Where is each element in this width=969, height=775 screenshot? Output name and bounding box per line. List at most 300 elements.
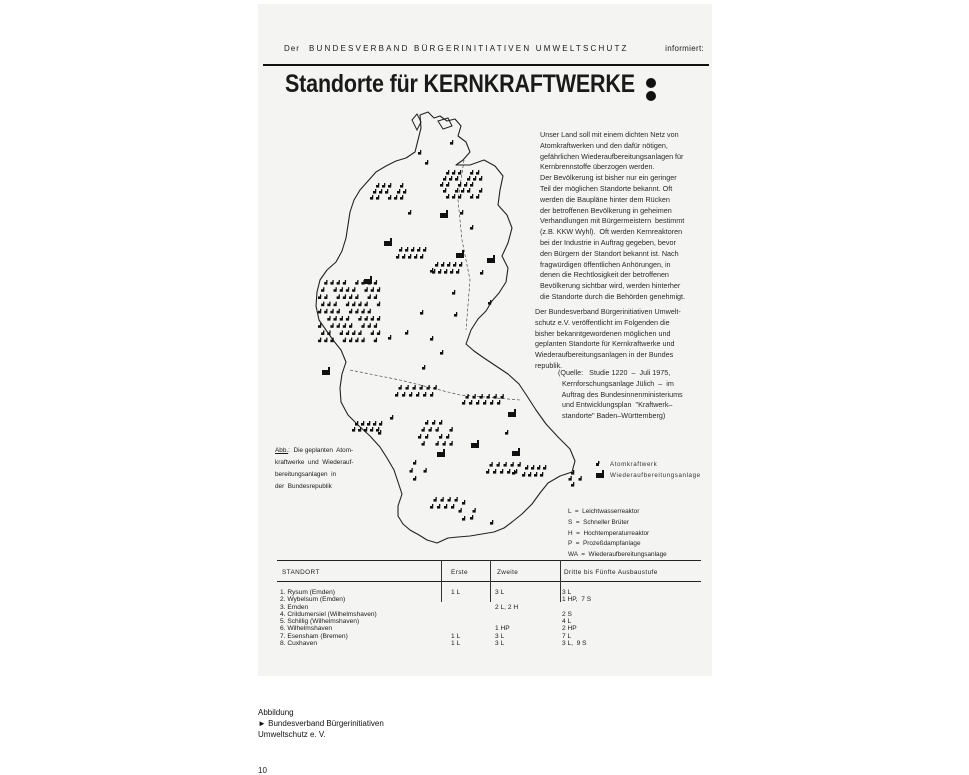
nuclear-plant-icon: [462, 500, 465, 505]
nuclear-plant-icon: [349, 338, 352, 343]
nuclear-plant-icon: [436, 441, 439, 446]
nuclear-plant-icon: [446, 434, 449, 439]
nuclear-plant-icon: [334, 287, 337, 292]
nuclear-plant-icon: [343, 323, 346, 328]
intro-line: Der Bevölkerung ist bisher nur ein geringer: [540, 173, 677, 183]
intro-line: (z.B. KKW Wyhl). Oft werden Kernreaktoren: [540, 227, 683, 237]
source-line: Auftrag des Bundesinnenministeriums: [558, 389, 683, 399]
nuclear-plant-icon: [420, 310, 423, 315]
nuclear-plant-icon: [324, 338, 327, 343]
nuclear-plant-icon: [479, 176, 482, 181]
nuclear-plant-icon: [423, 392, 426, 397]
map-caption: Abb.: Die geplanten Atom- kraftwerke und Wiederauf- bereitungsanlagen in der Bundesrepublik: [275, 447, 354, 490]
nuclear-plant-icon: [444, 504, 447, 509]
nuclear-plant-icon: [494, 394, 497, 399]
nuclear-plant-icon: [352, 287, 355, 292]
nuclear-plant-icon: [346, 330, 349, 335]
table-header-second: Zweite: [497, 569, 519, 576]
nuclear-plant-icon: [330, 280, 333, 285]
nuclear-plant-icon: [371, 330, 374, 335]
nuclear-plant-icon: [355, 338, 358, 343]
nuclear-plant-icon: [476, 170, 479, 175]
source-line: (Quelle: Studie 1220 – Juli 1975,: [558, 368, 671, 377]
nuclear-plant-icon: [452, 290, 455, 295]
nuclear-plant-icon: [462, 400, 465, 405]
nuclear-plant-icon: [324, 309, 327, 314]
reprocessing-plant-icon: [487, 255, 495, 263]
header-prefix: Der: [284, 44, 300, 53]
nuclear-plant-icon: [455, 497, 458, 502]
nuclear-plant-icon: [512, 470, 515, 475]
nuclear-plant-icon: [337, 294, 340, 299]
nuclear-plant-icon: [470, 194, 473, 199]
nuclear-plant-icon: [379, 421, 382, 426]
table-header-first: Erste: [451, 569, 468, 576]
intro-line: den Bürgern der Standort bekannt ist. Nach: [540, 248, 679, 258]
abbreviation-item: H = Hochtemperaturreaktor: [568, 529, 650, 537]
nuclear-plant-icon: [439, 420, 442, 425]
nuclear-plant-icon: [455, 188, 458, 193]
nuclear-plant-icon: [408, 210, 411, 215]
nuclear-plant-icon: [358, 330, 361, 335]
nuclear-plant-icon: [355, 309, 358, 314]
nuclear-plant-icon: [411, 247, 414, 252]
nuclear-plant-icon: [458, 170, 461, 175]
nuclear-plant-icon: [448, 497, 451, 502]
nuclear-plant-icon: [397, 189, 400, 194]
map-caption-line: bereitungsanlagen in: [275, 471, 337, 478]
nuclear-plant-icon: [447, 262, 450, 267]
nuclear-plant-icon: [452, 170, 455, 175]
nuclear-plant-icon: [358, 427, 361, 432]
nuclear-plant-icon: [403, 189, 406, 194]
nuclear-plant-icon: [490, 400, 493, 405]
nuclear-plant-icon: [458, 182, 461, 187]
nuclear-plant-icon: [453, 262, 456, 267]
nuclear-plant-icon: [441, 262, 444, 267]
intro-line: Bevölkerung sichtbar wird, werden hinterher: [540, 281, 681, 291]
nuclear-plant-icon: [376, 183, 379, 188]
nuclear-plant-icon: [368, 323, 371, 328]
intro-line: Teil der möglichen Standorte bekannt. Oft: [540, 183, 673, 193]
nuclear-plant-icon: [324, 280, 327, 285]
nuclear-plant-icon: [417, 247, 420, 252]
nuclear-plant-icon: [330, 309, 333, 314]
nuclear-plant-icon: [425, 420, 428, 425]
nuclear-plant-icon: [379, 189, 382, 194]
nuclear-plant-icon: [579, 476, 582, 481]
nuclear-plant-icon: [337, 309, 340, 314]
intro-line: Verhandlungen mit Bürgermeistern bestimmt: [540, 216, 685, 226]
nuclear-plant-icon: [413, 460, 416, 465]
nuclear-plant-icon: [330, 323, 333, 328]
nuclear-plant-icon: [324, 294, 327, 299]
header-suffix: informiert:: [665, 44, 704, 53]
nuclear-plant-icon: [430, 336, 433, 341]
nuclear-plant-icon: [483, 400, 486, 405]
publication-line: republik.: [535, 360, 563, 370]
nuclear-plant-icon: [525, 465, 528, 470]
figure-credit-source: ► Bundesverband Bürgerinitiativen: [258, 719, 384, 728]
nuclear-plant-icon: [368, 309, 371, 314]
publication-line: schutz e.V. veröffentlicht im Folgenden die: [535, 317, 670, 327]
nuclear-plant-icon: [346, 302, 349, 307]
nuclear-plant-icon: [443, 188, 446, 193]
nuclear-plant-icon: [385, 189, 388, 194]
nuclear-plant-icon: [422, 365, 425, 370]
nuclear-plant-icon: [424, 468, 427, 473]
nuclear-plant-icon: [501, 394, 504, 399]
nuclear-plant-icon: [402, 254, 405, 259]
nuclear-plant-icon: [450, 441, 453, 446]
intro-line: die Standorte durch die Behörden genehmigt.: [540, 291, 686, 301]
nuclear-plant-icon: [596, 461, 599, 466]
nuclear-plant-icon: [400, 183, 403, 188]
reprocessing-plant-icon: [471, 440, 479, 448]
intro-line: der betroffenen Bevölkerung in geheimen: [540, 205, 672, 215]
reprocessing-plant-icon: [508, 409, 516, 417]
nuclear-plant-icon: [340, 287, 343, 292]
nuclear-plant-icon: [446, 170, 449, 175]
nuclear-plant-icon: [528, 472, 531, 477]
nuclear-plant-icon: [337, 280, 340, 285]
nuclear-plant-icon: [390, 415, 393, 420]
nuclear-plant-icon: [408, 254, 411, 259]
reprocessing-plant-icon: [437, 449, 445, 457]
nuclear-plant-icon: [343, 338, 346, 343]
nuclear-plant-icon: [361, 421, 364, 426]
nuclear-plant-icon: [318, 338, 321, 343]
nuclear-plant-icon: [413, 476, 416, 481]
nuclear-plant-icon: [399, 385, 402, 390]
nuclear-plant-icon: [400, 195, 403, 200]
nuclear-plant-icon: [531, 465, 534, 470]
nuclear-plant-icon: [371, 316, 374, 321]
reprocessing-sites: [322, 210, 520, 457]
nuclear-plant-icon: [388, 335, 391, 340]
nuclear-plant-icon: [416, 392, 419, 397]
nuclear-plant-icon: [441, 497, 444, 502]
nuclear-plant-icon: [455, 176, 458, 181]
nuclear-plant-icon: [460, 210, 463, 215]
nuclear-plant-icon: [537, 465, 540, 470]
reprocessing-plant-icon: [364, 276, 372, 284]
nuclear-plant-icon: [436, 427, 439, 432]
nuclear-plant-icon: [511, 462, 514, 467]
nuclear-plant-icon: [370, 427, 373, 432]
header-organization: BUNDESVERBAND BÜRGERINITIATIVEN UMWELTSCHUTZ: [309, 44, 629, 53]
nuclear-plant-icon: [352, 330, 355, 335]
nuclear-plant-icon: [435, 262, 438, 267]
nuclear-plant-icon: [427, 385, 430, 390]
table-header-site: STANDORT: [282, 569, 320, 576]
source-line: und Entwicklungsplan "Kraftwerk–: [558, 400, 673, 410]
nuclear-plant-icon: [420, 254, 423, 259]
nuclear-plant-icon: [405, 247, 408, 252]
nuclear-plant-icon: [377, 316, 380, 321]
nuclear-plant-icon: [410, 468, 413, 473]
nuclear-plant-icon: [334, 302, 337, 307]
nuclear-plant-icon: [464, 182, 467, 187]
nuclear-plant-icon: [355, 421, 358, 426]
nuclear-plant-icon: [497, 462, 500, 467]
nuclear-plant-icon: [507, 469, 510, 474]
nuclear-plant-icon: [355, 294, 358, 299]
nuclear-plant-icon: [418, 150, 421, 155]
nuclear-plant-icon: [569, 476, 572, 481]
nuclear-plant-icon: [473, 394, 476, 399]
nuclear-plant-icon: [377, 302, 380, 307]
table-divider: [560, 560, 561, 602]
nuclear-plant-icon: [497, 400, 500, 405]
nuclear-plant-icon: [459, 262, 462, 267]
reprocessing-plant-icon: [322, 367, 330, 375]
nuclear-plant-icon: [365, 302, 368, 307]
intro-line: bei der Industrie in Auftrag gegeben, bevor: [540, 237, 676, 247]
nuclear-plant-icon: [406, 385, 409, 390]
legend-nuclear-plant: Atomkraftwerk: [610, 461, 658, 468]
figure-credit-label: Abbildung: [258, 708, 294, 717]
nuclear-plant-icon: [376, 195, 379, 200]
nuclear-plant-icon: [361, 309, 364, 314]
abbreviation-item: WA = Wiederaufbereitungsanlage: [568, 551, 667, 559]
nuclear-plant-icon: [490, 520, 493, 525]
nuclear-plant-icon: [352, 302, 355, 307]
nuclear-plant-icon: [349, 323, 352, 328]
source-line: standorte" Baden–Württemberg): [558, 411, 666, 421]
nuclear-plant-icon: [388, 183, 391, 188]
nuclear-plant-icon: [382, 183, 385, 188]
nuclear-plant-icon: [373, 421, 376, 426]
nuclear-plant-icon: [355, 280, 358, 285]
nuclear-plant-icon: [321, 330, 324, 335]
nuclear-plant-icon: [430, 392, 433, 397]
nuclear-plant-icon: [394, 195, 397, 200]
abbreviation-item: P = Prozeßdampfanlage: [568, 540, 641, 548]
nuclear-plant-icon: [504, 462, 507, 467]
intro-line: fragwürdigen öffentlichen Anhörungen, in: [540, 259, 671, 269]
nuclear-plant-icon: [488, 300, 491, 305]
nuclear-plant-icon: [451, 504, 454, 509]
nuclear-plant-icon: [430, 268, 433, 273]
nuclear-plant-icon: [327, 316, 330, 321]
nuclear-plant-icon: [327, 330, 330, 335]
reprocessing-plant-icon: [596, 470, 604, 478]
nuclear-plant-icon: [518, 462, 521, 467]
nuclear-plant-icon: [534, 472, 537, 477]
nuclear-plant-icon: [388, 195, 391, 200]
nuclear-plant-icon: [364, 427, 367, 432]
nuclear-plant-icon: [368, 294, 371, 299]
nuclear-plant-icon: [450, 140, 453, 145]
nuclear-plant-icon: [346, 287, 349, 292]
nuclear-plant-icon: [409, 392, 412, 397]
nuclear-plant-icon: [476, 400, 479, 405]
nuclear-plant-icon: [376, 427, 379, 432]
nuclear-plant-icon: [480, 270, 483, 275]
nuclear-plant-icon: [452, 194, 455, 199]
table-column-later: 3 L 1 HP, 7 S 2 S 4 L 2 HP 7 L 3 L, 9 S: [562, 589, 592, 648]
nuclear-plant-icon: [473, 176, 476, 181]
abbreviation-item: S = Schneller Brüter: [568, 518, 629, 526]
nuclear-plant-icon: [505, 430, 508, 435]
publication-line: Der Bundesverband Bürgerinitiativen Umwelt-: [535, 307, 681, 316]
source-text: [558, 368, 683, 422]
publication-line: Wiederaufbereitungsanlagen in der Bundes: [535, 350, 674, 360]
nuclear-plant-icon: [480, 394, 483, 399]
nuclear-plant-icon: [318, 323, 321, 328]
nuclear-plant-icon: [543, 465, 546, 470]
nuclear-plant-icon: [461, 188, 464, 193]
nuclear-plant-icon: [321, 287, 324, 292]
nuclear-plant-icon: [318, 294, 321, 299]
reprocessing-plant-icon: [384, 238, 392, 246]
intro-line: Unser Land soll mit einem dichten Netz von: [540, 130, 679, 139]
nuclear-plant-icon: [374, 338, 377, 343]
nuclear-plant-icon: [414, 254, 417, 259]
map-caption-line: : Die geplanten Atom-: [288, 447, 354, 454]
nuclear-plant-icon: [459, 508, 462, 513]
figure-credit-source-cont: Umweltschutz e. V.: [258, 730, 326, 739]
nuclear-plant-icon: [449, 176, 452, 181]
reprocessing-plant-icon: [456, 250, 464, 258]
nuclear-plant-icon: [469, 400, 472, 405]
nuclear-plant-icon: [443, 441, 446, 446]
nuclear-plant-icon: [456, 269, 459, 274]
nuclear-plant-icon: [462, 516, 465, 521]
nuclear-plant-icon: [346, 316, 349, 321]
nuclear-plant-icon: [522, 472, 525, 477]
table-divider: [490, 560, 491, 602]
nuclear-plant-icon: [470, 225, 473, 230]
nuclear-plant-icon: [413, 385, 416, 390]
nuclear-plant-icon: [371, 287, 374, 292]
table-divider: [441, 560, 442, 602]
nuclear-plant-icon: [422, 427, 425, 432]
nuclear-plant-icon: [466, 394, 469, 399]
intro-line: denen die Rechtlosigkeit der betroffenen: [540, 270, 669, 280]
nuclear-plant-icon: [430, 504, 433, 509]
intro-text: [540, 130, 685, 303]
nuclear-plant-icon: [446, 182, 449, 187]
source-line: Kernforschungsanlage Jülich – im: [558, 378, 674, 388]
nuclear-plant-icon: [399, 247, 402, 252]
nuclear-plant-icon: [418, 434, 421, 439]
nuclear-plant-icon: [374, 280, 377, 285]
nuclear-plant-icon: [395, 392, 398, 397]
nuclear-plant-icon: [476, 194, 479, 199]
nuclear-plant-icon: [361, 338, 364, 343]
nuclear-plant-icon: [374, 294, 377, 299]
nuclear-plant-icon: [374, 323, 377, 328]
legend-reprocessing-plant: Wiederaufbereitungsanlage: [610, 472, 701, 479]
nuclear-plant-icon: [321, 302, 324, 307]
table-column-first: 1 L 1 L 1 L: [451, 589, 461, 648]
legend-symbols: [596, 461, 604, 478]
nuclear-plant-icon: [500, 469, 503, 474]
intro-line: Atomkraftwerken und den dafür nötigen,: [540, 140, 668, 150]
nuclear-plant-icon: [365, 287, 368, 292]
nuclear-plant-icon: [493, 469, 496, 474]
abbreviation-list: [568, 507, 667, 561]
nuclear-plant-icon: [420, 385, 423, 390]
nuclear-plant-icon: [540, 472, 543, 477]
map-caption-line: kraftwerke und Wiederauf-: [275, 459, 354, 466]
nuclear-plant-icon: [454, 312, 457, 317]
nuclear-plant-icon: [439, 434, 442, 439]
table-column-site: 1. Rysum (Emden) 2. Wybelsum (Emden) 3. Emden 4. Crildumersiel (Wilhelmshaven) 5. Schillig (Wilhelmshaven) 6. Wilhelmshaven 7. Esensham (Bremen) 8. Cuxhaven: [280, 589, 377, 648]
nuclear-plant-icon: [487, 394, 490, 399]
nuclear-plant-icon: [470, 170, 473, 175]
table-column-second: 3 L 2 L, 2 H 1 HP 3 L 3 L: [495, 589, 519, 648]
nuclear-plant-icon: [349, 309, 352, 314]
nuclear-plant-icon: [405, 330, 408, 335]
nuclear-plant-icon: [365, 316, 368, 321]
table-header-rule: [277, 581, 701, 582]
nuclear-plant-icon: [349, 294, 352, 299]
nuclear-plant-icon: [490, 462, 493, 467]
nuclear-plant-icon: [422, 441, 425, 446]
nuclear-plant-icon: [352, 427, 355, 432]
nuclear-plant-icon: [444, 269, 447, 274]
reprocessing-plant-icon: [512, 448, 520, 456]
nuclear-plant-icon: [377, 287, 380, 292]
nuclear-plant-icon: [486, 469, 489, 474]
nuclear-plant-icon: [373, 189, 376, 194]
nuclear-plant-icon: [343, 280, 346, 285]
nuclear-plant-icon: [425, 160, 428, 165]
nuclear-plant-icon: [437, 504, 440, 509]
nuclear-plant-icon: [425, 434, 428, 439]
nuclear-plant-icon: [470, 515, 473, 520]
nuclear-plant-icon: [318, 309, 321, 314]
nuclear-plant-icon: [450, 427, 453, 432]
nuclear-plant-icon: [434, 497, 437, 502]
nuclear-plant-icon: [434, 385, 437, 390]
nuclear-plant-icon: [358, 302, 361, 307]
nuclear-plant-icon: [367, 421, 370, 426]
nuclear-plant-icon: [327, 302, 330, 307]
publication-line: geplanten Standorte für Kernkraftwerke und: [535, 339, 675, 349]
nuclear-plant-icon: [467, 176, 470, 181]
nuclear-plant-icon: [358, 316, 361, 321]
intro-line: werden die Baupläne hinter dem Rücken: [540, 194, 670, 204]
publication-text: [535, 307, 681, 372]
map-caption-line: der Bundesrepublik: [275, 483, 332, 490]
nuclear-plant-icon: [470, 182, 473, 187]
intro-line: gefährlichen Wiederaufbereitungsanlagen für: [540, 151, 684, 161]
leaflet-title: Standorte für KERNKRAFTWERKE: [285, 70, 635, 98]
page-number: 10: [258, 766, 267, 775]
nuclear-plant-icon: [334, 316, 337, 321]
nuclear-plant-icon: [479, 188, 482, 193]
nuclear-plant-icon: [343, 294, 346, 299]
intro-line: Kernbrennstoffe überzogen werden.: [540, 162, 655, 172]
nuclear-plant-icon: [340, 316, 343, 321]
nuclear-plant-icon: [429, 427, 432, 432]
nuclear-plant-icon: [396, 254, 399, 259]
nuclear-plant-icon: [423, 247, 426, 252]
nuclear-plant-icon: [473, 508, 476, 513]
nuclear-plant-icon: [361, 323, 364, 328]
nuclear-plant-icon: [432, 420, 435, 425]
nuclear-plant-icon: [443, 176, 446, 181]
nuclear-plant-icon: [446, 194, 449, 199]
nuclear-plant-icon: [337, 323, 340, 328]
table-header-later: Dritte bis Fünfte Ausbaustufe: [564, 569, 658, 576]
publication-line: bisher bekanntgewordenen möglichen und: [535, 328, 671, 338]
reprocessing-plant-icon: [440, 210, 448, 218]
